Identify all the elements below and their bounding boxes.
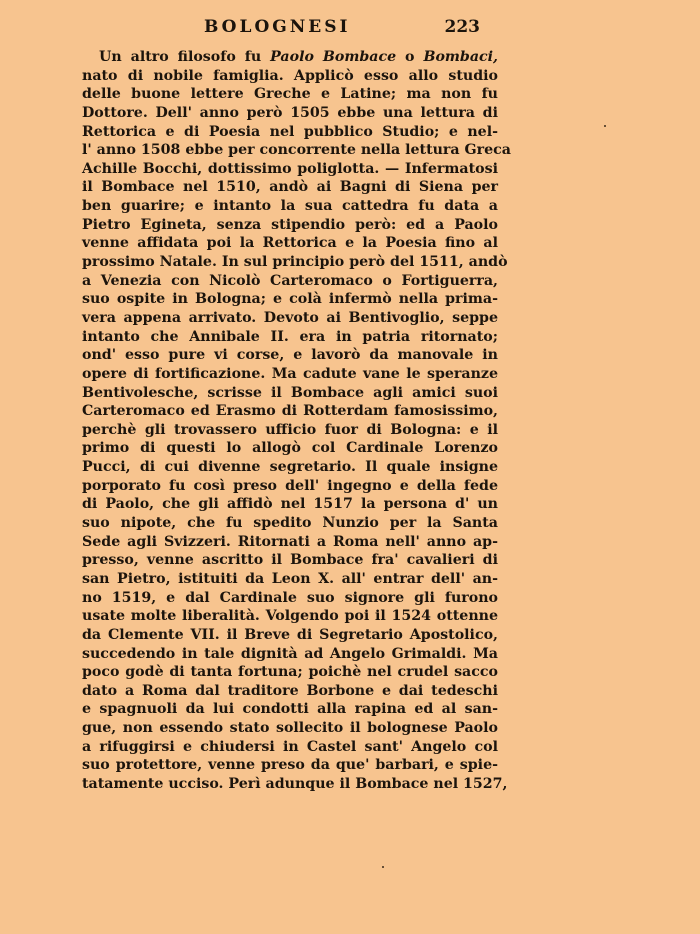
text-line: ben guarire; e intanto la sua cattedra fu data a <box>82 198 498 215</box>
text-line: prossimo Natale. In sul principio però del 1511, andò <box>82 254 508 271</box>
text-line: suo protettore, venne preso da que' barbari, e spie- <box>82 757 498 774</box>
text-line: delle buone lettere Greche e Latine; ma non fu <box>82 86 498 103</box>
text-line: suo nipote, che fu spedito Nunzio per la Santa <box>82 515 498 532</box>
body-text <box>82 48 511 794</box>
text-line: nato di nobile famiglia. Applicò esso allo studio <box>82 67 498 84</box>
text-line: opere di fortificazione. Ma cadute vane le speranze <box>82 365 498 382</box>
text-line: l' anno 1508 ebbe per concorrente nella lettura Greca <box>82 142 511 159</box>
text-line: venne affidata poi la Rettorica e la Poesia fino al <box>82 235 498 252</box>
running-head <box>82 15 498 39</box>
paper-speck <box>604 125 606 127</box>
text-line: presso, venne ascritto il Bombace fra' cavalieri di <box>82 552 498 569</box>
text-line: Dottore. Dell' anno però 1505 ebbe una lettura di <box>82 104 498 121</box>
text-line: Achille Bocchi, dottissimo poliglotta. — Infermatosi <box>82 160 498 177</box>
text-line: a Venezia con Nicolò Carteromaco o Fortiguerra, <box>82 272 498 289</box>
text-line: succedendo in tale dignità ad Angelo Grimaldi. Ma <box>82 645 498 662</box>
running-title: BOLOGNESI <box>204 17 351 37</box>
text-line: Pucci, di cui divenne segretario. Il quale insigne <box>82 459 498 476</box>
text-line: di Paolo, che gli affidò nel 1517 la persona d' un <box>82 496 498 513</box>
text-line: Sede agli Svizzeri. Ritornati a Roma nell' anno ap- <box>82 533 498 550</box>
text-line: gue, non essendo stato sollecito il bolognese Paolo <box>82 720 498 737</box>
paper-speck <box>382 866 384 868</box>
text-line: dato a Roma dal traditore Borbone e dai tedeschi <box>82 682 498 699</box>
person-name: Paolo Bombace <box>270 49 397 65</box>
page-number: 223 <box>444 17 480 37</box>
text-line: Bentivolesche, scrisse il Bombace agli amici suoi <box>82 384 498 401</box>
text-line: poco godè di tanta fortuna; poichè nel crudel sacco <box>82 664 498 681</box>
text-line: Rettorica e di Poesia nel pubblico Studio; e nel- <box>82 123 498 140</box>
text-line: Carteromaco ed Erasmo di Rotterdam famosissimo, <box>82 403 498 420</box>
text-line: ond' esso pure vi corse, e lavorò da manovale in <box>82 347 498 364</box>
text-line: porporato fu così preso dell' ingegno e della fede <box>82 477 498 494</box>
text-line: a rifuggirsi e chiudersi in Castel sant' Angelo col <box>82 738 498 755</box>
text-line: Pietro Egineta, senza stipendio però: ed a Paolo <box>82 216 498 233</box>
text-line: da Clemente VII. il Breve di Segretario Apostolico, <box>82 626 498 643</box>
text-line: Un altro filosofo fu Paolo Bombace o Bombaci, <box>99 49 498 65</box>
text-line: primo di questi lo allogò col Cardinale Lorenzo <box>82 440 498 457</box>
text-line: intanto che Annibale II. era in patria ritornato; <box>82 328 498 345</box>
text-line: no 1519, e dal Cardinale suo signore gli furono <box>82 589 498 606</box>
text-line: vera appena arrivato. Devoto ai Bentivoglio, seppe <box>82 309 498 326</box>
text-line: san Pietro, istituiti da Leon X. all' entrar dell' an- <box>82 570 498 587</box>
text-line: e spagnuoli da lui condotti alla rapina ed al san- <box>82 701 498 718</box>
text-line: suo ospite in Bologna; e colà infermò nella prima- <box>82 291 498 308</box>
text-line: tatamente ucciso. Perì adunque il Bombace nel 1527, <box>82 775 508 792</box>
text-line: usate molte liberalità. Volgendo poi il 1524 ottenne <box>82 608 498 625</box>
person-name: Bombaci, <box>423 49 498 65</box>
text-line: perchè gli trovassero ufficio fuor di Bologna: e il <box>82 421 498 438</box>
text-line: il Bombace nel 1510, andò ai Bagni di Siena per <box>82 179 498 196</box>
